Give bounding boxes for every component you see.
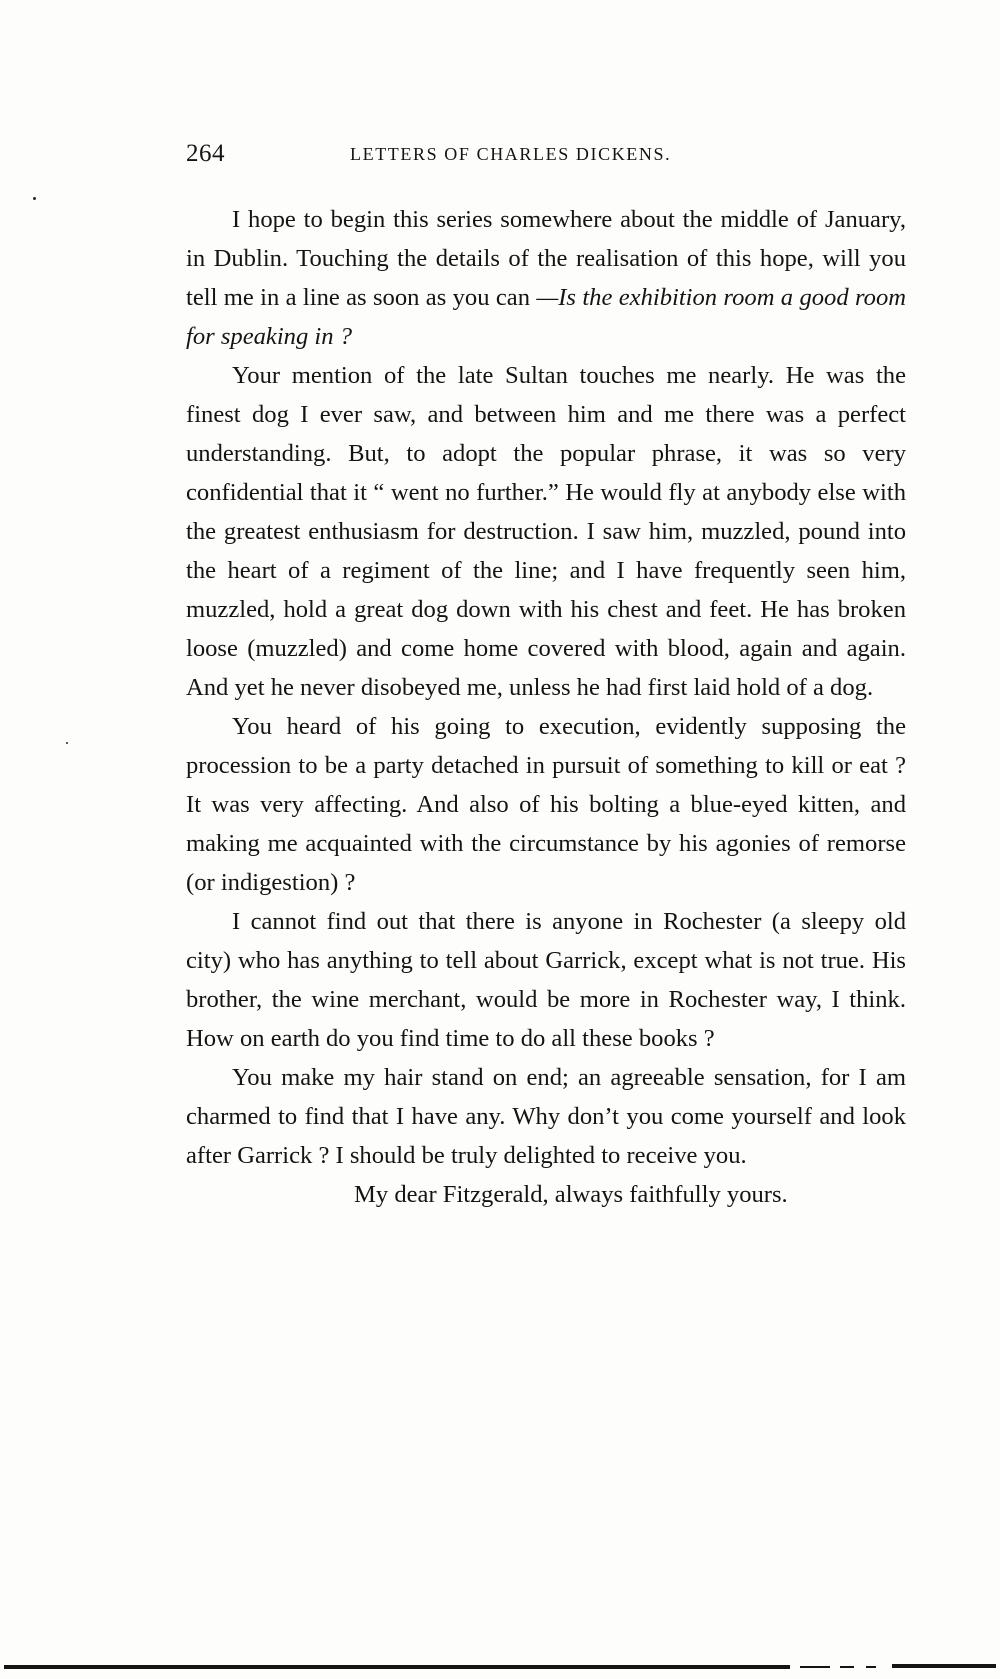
signoff: My dear Fitzgerald, always faithfully yours. — [354, 1181, 788, 1208]
paragraph-1 — [186, 200, 906, 356]
rule-segment — [800, 1666, 830, 1668]
running-title: LETTERS OF CHARLES DICKENS. — [350, 144, 672, 164]
page-header — [186, 140, 906, 170]
paragraph-1-italic-question: —Is the exhibition room a good room for speaking in ? — [186, 284, 906, 350]
paragraph-5: You make my hair stand on end; an agreeable sensation, for I am charmed to find that I have any. Why don’t you come yourself and look after Garrick ? I should be truly delighted to receive you. — [186, 1064, 906, 1169]
letter-body — [186, 200, 906, 1214]
paragraph-3: You heard of his going to execution, evidently supposing the procession to be a party detached in pursuit of something to kill or eat ? It was very affecting. And also of his bolting a blue-eyed kitten, and making me acquainted with the circumstance by his agonies of remorse (or indigestion) ? — [186, 713, 906, 896]
stray-ink-mark — [66, 742, 68, 744]
rule-segment — [866, 1666, 876, 1668]
paragraph-4: I cannot find out that there is anyone in Rochester (a sleepy old city) who has anything to tell about Garrick, except what is not true. His brother, the wine merchant, would be more in Rochester way, I think. How on earth do you find time to do all these books ? — [186, 908, 906, 1052]
rule-segment — [840, 1666, 854, 1668]
page-number: 264 — [186, 140, 225, 167]
rule-segment — [892, 1664, 996, 1668]
rule-segment — [4, 1665, 790, 1669]
paragraph-2: Your mention of the late Sultan touches me nearly. He was the finest dog I ever saw, and between him and me there was a perfect understanding. But, to adopt the popular phrase, it was so very confidential that it “ went no further.” He would fly at anybody else with the greatest enthusiasm for destruction. I saw him, muzzled, pound into the heart of a regiment of the line; and I have frequently seen him, muzzled, hold a great dog down with his chest and feet. He has broken loose (muzzled) and come home covered with blood, again and again. And yet he never disobeyed me, unless he had first laid hold of a dog. — [186, 362, 906, 701]
paragraph-1-text: I hope to begin this series somewhere about the middle of January, in Dublin. Touching the details of the realisation of this hope, will you tell me in a line as soon as you can — [186, 206, 906, 311]
stray-ink-mark — [33, 197, 36, 200]
page-bottom-rule — [0, 1664, 1000, 1670]
